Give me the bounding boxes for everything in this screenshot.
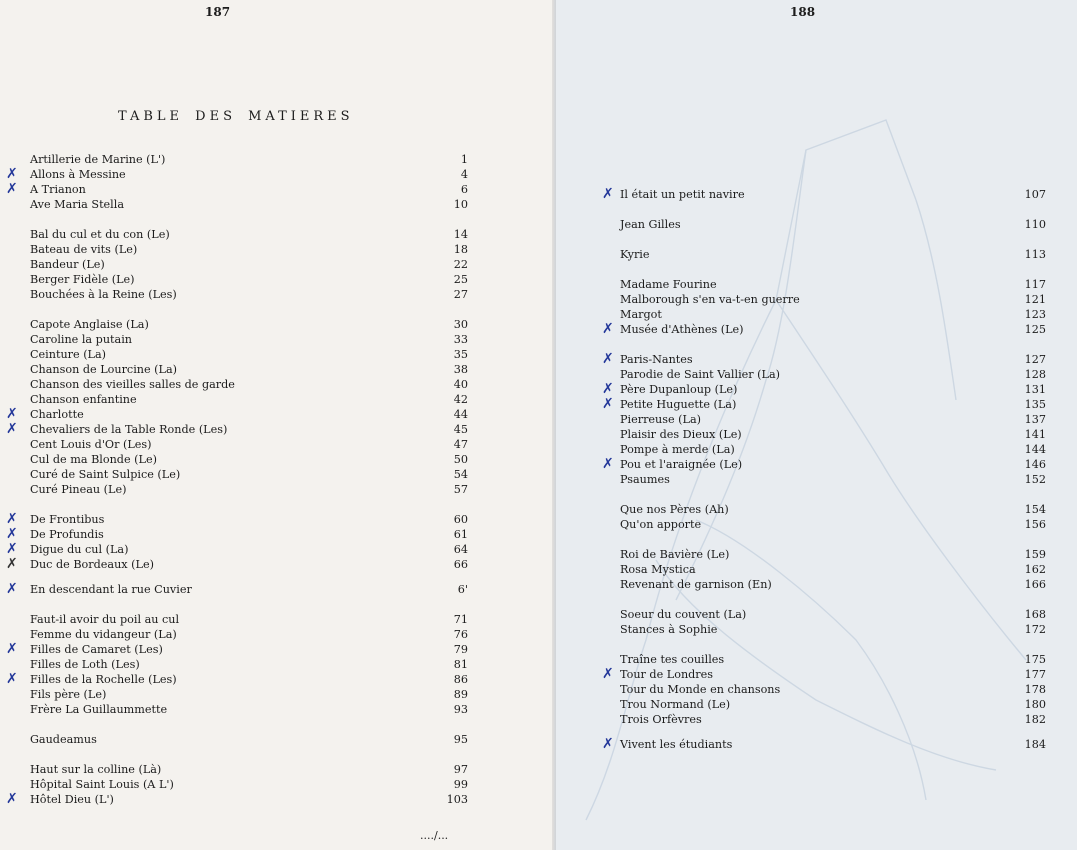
left-entry-title: Allons à Messine [30,168,126,181]
left-entry-page-number: 25 [453,273,468,286]
left-entry-page-number: 97 [453,763,468,776]
left-entry-title: Filles de Loth (Les) [30,658,140,671]
left-entry-title: De Profundis [30,528,104,541]
right-entry-title: Tour de Londres [620,668,714,681]
right-entry-title: Malborough s'en va-t-en guerre [620,293,800,306]
right-entry-title: Revenant de garnison (En) [620,578,772,591]
right-entry-page-number: 177 [1024,668,1046,681]
left-entry-title: A Trianon [30,183,86,196]
left-entry-title: Digue du cul (La) [30,543,129,556]
left-entry-page-number: 71 [453,613,468,626]
left-entry-title: Hôtel Dieu (L') [30,793,114,806]
left-entry-page-number: 50 [453,453,468,466]
right-entry-page-number: 182 [1024,713,1046,726]
right-entry-page-number: 123 [1024,308,1046,321]
left-entry-page-number: 93 [453,703,468,716]
left-entry-page-number: 44 [453,408,468,421]
left-entry-title: Berger Fidèle (Le) [30,273,135,286]
left-entry-title: Haut sur la colline (Là) [30,763,162,776]
left-entry-title: Bandeur (Le) [30,258,105,271]
right-entry-title: Pierreuse (La) [620,413,701,426]
right-entry-title: Trois Orfèvres [620,713,702,726]
handwritten-x-mark-icon: ✗ [602,321,614,337]
left-entry-title: Faut-il avoir du poil au cul [30,613,180,626]
left-entry-page-number: 14 [453,228,468,241]
right-entry-page-number: 178 [1024,683,1046,696]
left-entry-page-number: 61 [453,528,468,541]
right-entry-page-number: 154 [1024,503,1046,516]
left-entry-title: Bateau de vits (Le) [30,243,138,256]
left-entry-page-number: 47 [453,438,468,451]
right-entry-title: Madame Fourine [620,278,717,291]
handwritten-x-mark-icon: ✗ [6,541,18,557]
right-entry-page-number: 113 [1024,248,1046,261]
continuation-marker: ..../... [420,829,449,842]
left-entry-title: Chanson de Lourcine (La) [30,363,177,376]
left-entry-title: Charlotte [30,408,84,421]
right-entry-page-number: 135 [1024,398,1046,411]
right-entry-page-number: 141 [1024,428,1046,441]
right-entry-page-number: 156 [1024,518,1046,531]
right-entry-page-number: 159 [1024,548,1046,561]
left-entry-title: Filles de la Rochelle (Les) [30,673,177,686]
left-entry-page-number: 4 [460,168,468,181]
left-entry-title: Frère La Guillaummette [30,703,168,716]
right-entry-page-number: 131 [1024,383,1046,396]
left-entry-page-number: 95 [453,733,468,746]
right-entry-title: Père Dupanloup (Le) [620,383,738,396]
right-entry-title: Il était un petit navire [620,188,745,201]
toc-title: TABLE DES MATIERES [118,109,354,124]
left-entry-page-number: 89 [453,688,468,701]
page-number-188: 188 [790,5,816,19]
left-entry-title: Caroline la putain [30,333,132,346]
right-entry-title: Roi de Bavière (Le) [620,548,730,561]
left-entry-page-number: 18 [453,243,468,256]
right-entry-page-number: 146 [1024,458,1046,471]
right-entry-title: Stances à Sophie [620,623,718,636]
handwritten-x-mark-icon: ✗ [6,791,18,807]
left-entry-page-number: 57 [453,483,468,496]
handwritten-x-mark-icon: ✗ [6,581,18,597]
handwritten-x-mark-icon: ✗ [6,641,18,657]
right-entry-page-number: 137 [1024,413,1046,426]
left-entry-page-number: 99 [453,778,468,791]
left-entry-page-number: 54 [453,468,468,481]
handwritten-x-mark-icon: ✗ [6,421,18,437]
handwritten-x-mark-icon: ✗ [6,406,18,422]
left-entry-title: Capote Anglaise (La) [30,318,149,331]
left-entry-page-number: 42 [453,393,468,406]
left-entry-title: Femme du vidangeur (La) [30,628,177,641]
handwritten-x-mark-icon: ✗ [602,351,614,367]
left-entry-page-number: 103 [446,793,468,806]
left-entry-page-number: 40 [453,378,468,391]
right-entry-title: Que nos Pères (Ah) [620,503,729,516]
right-entry-page-number: 152 [1024,473,1046,486]
right-entry-title: Vivent les étudiants [620,738,733,751]
left-entry-title: De Frontibus [30,513,105,526]
left-entry-page-number: 27 [453,288,468,301]
right-entry-page-number: 127 [1024,353,1046,366]
handwritten-x-mark-icon: ✗ [602,666,614,682]
right-entry-page-number: 125 [1024,323,1046,336]
left-entry-title: Hôpital Saint Louis (A L') [30,778,174,791]
right-entry-page-number: 184 [1024,738,1046,751]
right-entry-page-number: 128 [1024,368,1046,381]
left-entry-page-number: 38 [453,363,468,376]
right-entry-page-number: 172 [1024,623,1046,636]
left-entry-title: Cul de ma Blonde (Le) [30,453,157,466]
left-entry-page-number: 33 [453,333,468,346]
left-entry-title: Fils père (Le) [30,688,107,701]
left-entry-page-number: 22 [453,258,468,271]
right-entry-title: Trou Normand (Le) [620,698,731,711]
right-entry-title: Traîne tes couilles [620,653,725,666]
right-entry-title: Kyrie [620,248,650,261]
right-entry-page-number: 166 [1024,578,1046,591]
right-entry-page-number: 168 [1024,608,1046,621]
right-entry-title: Qu'on apporte [620,518,702,531]
left-entry-title: Curé de Saint Sulpice (Le) [30,468,181,481]
left-entry-page-number: 30 [453,318,468,331]
handwritten-x-mark-icon: ✗ [602,381,614,397]
right-entry-page-number: 175 [1024,653,1046,666]
left-entry-title: Ave Maria Stella [30,198,125,211]
right-entry-title: Psaumes [620,473,670,486]
right-entry-page-number: 107 [1024,188,1046,201]
right-page [556,0,1077,850]
page-number-187: 187 [205,5,231,19]
left-entry-page-number: 60 [453,513,468,526]
handwritten-x-mark-icon: ✗ [602,456,614,472]
right-entry-page-number: 110 [1024,218,1046,231]
left-entry-page-number: 64 [453,543,468,556]
handwritten-x-mark-icon: ✗ [6,556,18,572]
right-entry-title: Soeur du couvent (La) [620,608,747,621]
left-entry-title: Bouchées à la Reine (Les) [30,288,177,301]
right-entry-page-number: 144 [1024,443,1046,456]
right-entry-title: Margot [620,308,662,321]
left-entry-title: Duc de Bordeaux (Le) [30,558,154,571]
handwritten-x-mark-icon: ✗ [6,181,18,197]
handwritten-x-mark-icon: ✗ [6,526,18,542]
handwritten-x-mark-icon: ✗ [602,396,614,412]
handwritten-x-mark-icon: ✗ [6,166,18,182]
left-entry-page-number: 6' [457,583,468,596]
right-entry-title: Jean Gilles [620,218,681,231]
right-entry-page-number: 162 [1024,563,1046,576]
left-entry-page-number: 76 [453,628,468,641]
left-entry-page-number: 81 [453,658,468,671]
handwritten-x-mark-icon: ✗ [602,736,614,752]
handwritten-x-mark-icon: ✗ [6,671,18,687]
left-entry-page-number: 10 [453,198,468,211]
left-entry-title: Cent Louis d'Or (Les) [30,438,152,451]
handwritten-x-mark-icon: ✗ [602,186,614,202]
left-entry-page-number: 35 [453,348,468,361]
left-entry-title: Chanson enfantine [30,393,137,406]
right-entry-title: Tour du Monde en chansons [620,683,781,696]
right-entry-title: Paris-Nantes [620,353,693,366]
left-entry-page-number: 66 [453,558,468,571]
right-entry-title: Parodie de Saint Vallier (La) [620,368,781,381]
left-entry-page-number: 79 [453,643,468,656]
right-entry-page-number: 121 [1024,293,1046,306]
handwritten-x-mark-icon: ✗ [6,511,18,527]
left-entry-page-number: 86 [453,673,468,686]
right-entry-title: Pompe à merde (La) [620,443,735,456]
left-entry-title: Ceinture (La) [30,348,107,361]
right-entry-title: Plaisir des Dieux (Le) [620,428,742,441]
left-entry-title: Gaudeamus [30,733,97,746]
left-entry-title: Chanson des vieilles salles de garde [30,378,235,391]
left-entry-title: En descendant la rue Cuvier [30,583,192,596]
right-entry-page-number: 117 [1024,278,1046,291]
left-entry-title: Curé Pineau (Le) [30,483,127,496]
left-entry-page-number: 6 [460,183,468,196]
right-entry-title: Pou et l'araignée (Le) [620,458,743,471]
left-entry-page-number: 1 [460,153,468,166]
left-entry-page-number: 45 [453,423,468,436]
left-entry-title: Artillerie de Marine (L') [30,153,166,166]
right-entry-title: Rosa Mystica [620,563,696,576]
left-entry-title: Chevaliers de la Table Ronde (Les) [30,423,228,436]
left-entry-title: Bal du cul et du con (Le) [30,228,170,241]
right-entry-page-number: 180 [1024,698,1046,711]
left-entry-title: Filles de Camaret (Les) [30,643,163,656]
right-entry-title: Musée d'Athènes (Le) [620,323,744,336]
right-entry-title: Petite Huguette (La) [620,398,737,411]
